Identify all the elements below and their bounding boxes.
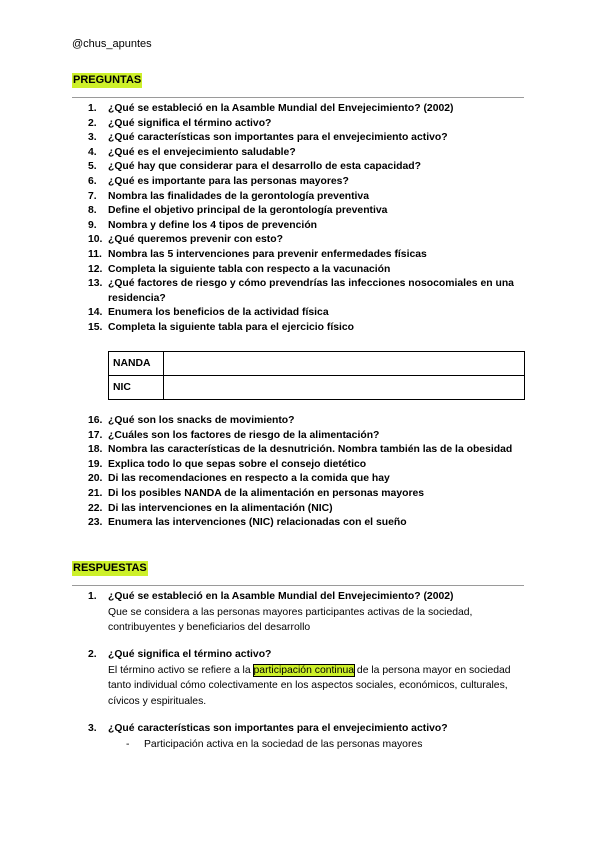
- table-cell-empty: [164, 376, 525, 400]
- list-item: 10. ¿Qué queremos prevenir con esto?: [88, 234, 283, 246]
- answer-question: 1. ¿Qué se estableció en la Asamble Mundial del Envejecimiento? (2002): [88, 591, 454, 602]
- answer-block: [72, 722, 524, 752]
- table-row: [109, 376, 525, 400]
- author-handle: @chus_apuntes: [72, 38, 152, 50]
- table-row: [109, 352, 525, 376]
- list-item: 17. ¿Cuáles son los factores de riesgo de la alimentación?: [88, 429, 380, 441]
- list-item: 16. ¿Qué son los snacks de movimiento?: [88, 415, 295, 426]
- divider: [72, 97, 524, 98]
- list-item: 12. Completa la siguiente tabla con respecto a la vacunación: [88, 263, 391, 275]
- answer-question: 2. ¿Qué significa el término activo?: [88, 649, 272, 660]
- list-item: 19. Explica todo lo que sepas sobre el consejo dietético: [88, 458, 367, 470]
- answer-block: [72, 648, 524, 709]
- nanda-nic-table: [108, 351, 525, 400]
- list-item: 7. Nombra las finalidades de la gerontología preventiva: [88, 190, 369, 202]
- respuestas-heading: RESPUESTAS: [73, 562, 147, 574]
- answer-bullet: - Participación activa en la sociedad de las personas mayores: [126, 738, 423, 750]
- list-item: 20. Di las recomendaciones en respecto a la comida que hay: [88, 473, 390, 485]
- highlighted-term: participación continua: [253, 664, 355, 676]
- answer-block: [72, 590, 524, 636]
- answer-text: El término activo se refiere a la participación continua de la persona mayor en sociedad tanto individual cómo colectivamente en los aspectos sociales, económicos, culturales, cívicos y espirituales.: [108, 664, 511, 707]
- list-item: 9. Nombra y define los 4 tipos de prevención: [88, 219, 318, 231]
- question-list: [72, 414, 524, 531]
- answer-text: Que se considera a las personas mayores participantes activas de la sociedad, contribuyentes y beneficiarios del desarrollo: [108, 606, 473, 634]
- list-item: 13. ¿Qué factores de riesgo y cómo prevendrías las infecciones nosocomiales en una residencia?: [88, 278, 514, 304]
- preguntas-heading: PREGUNTAS: [73, 74, 142, 86]
- list-item: 23. Enumera las intervenciones (NIC) relacionadas con el sueño: [88, 517, 407, 529]
- table-label-nanda: NANDA: [109, 352, 164, 376]
- list-item: 3. ¿Qué características son importantes para el envejecimiento activo?: [88, 132, 448, 144]
- list-item: 18. Nombra las características de la desnutrición. Nombra también las de la obesidad: [88, 444, 513, 456]
- list-item: 15. Completa la siguiente tabla para el ejercicio físico: [88, 321, 354, 333]
- table-label-nic: NIC: [109, 376, 164, 400]
- divider: [72, 585, 524, 586]
- list-item: 5. ¿Qué hay que considerar para el desarrollo de esta capacidad?: [88, 161, 421, 173]
- list-item: 14. Enumera los beneficios de la actividad física: [88, 307, 329, 319]
- list-item: 8. Define el objetivo principal de la gerontología preventiva: [88, 205, 388, 217]
- question-list: [72, 102, 524, 336]
- list-item: 6. ¿Qué es importante para las personas mayores?: [88, 175, 349, 187]
- table-cell-empty: [164, 352, 525, 376]
- list-item: 11. Nombra las 5 intervenciones para prevenir enfermedades físicas: [88, 248, 427, 260]
- list-item: 4. ¿Qué es el envejecimiento saludable?: [88, 146, 296, 158]
- answer-question: 3. ¿Qué características son importantes para el envejecimiento activo?: [88, 723, 448, 734]
- list-item: 1. ¿Qué se estableció en la Asamble Mundial del Envejecimiento? (2002): [88, 103, 454, 114]
- list-item: 2. ¿Qué significa el término activo?: [88, 117, 272, 129]
- list-item: 22. Di las intervenciones en la alimentación (NIC): [88, 502, 333, 514]
- list-item: 21. Di los posibles NANDA de la alimentación en personas mayores: [88, 487, 425, 499]
